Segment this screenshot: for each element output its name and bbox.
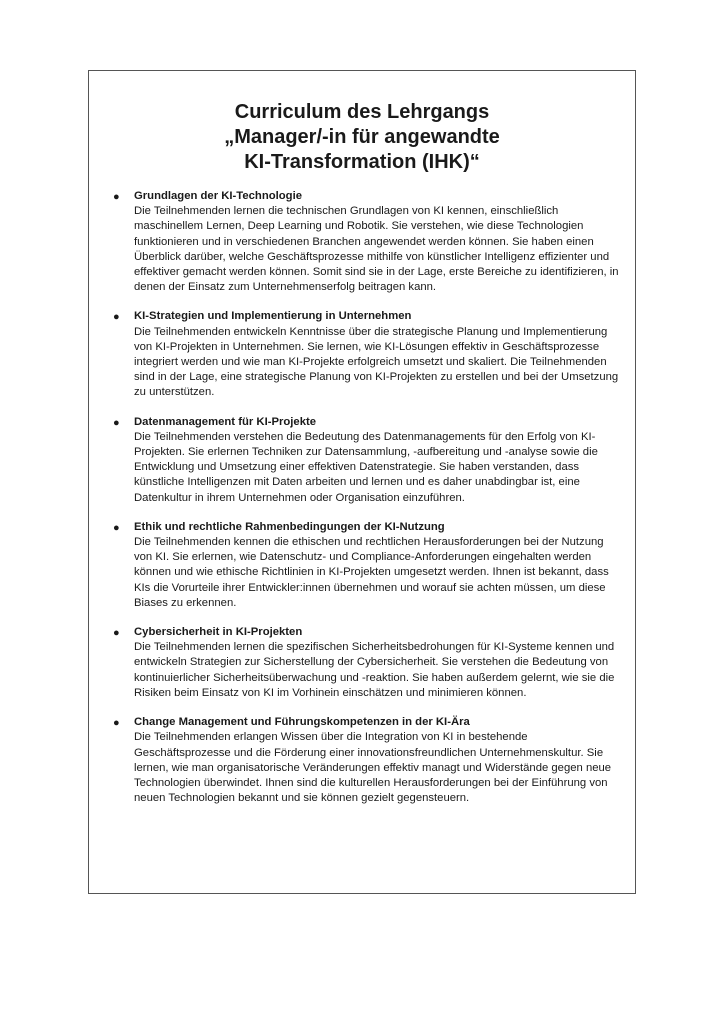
section-ki-strategien [112, 309, 624, 400]
bullet-icon: ● [113, 191, 120, 203]
section-text: Die Teilnehmenden kennen die ethischen und rechtlichen Herausforderungen bei der Nutzung von KI. Sie erlernen, wie Datenschutz- und Compliance-Anforderungen eingehalten werden können und wie ethische Richtlinien in KI-Projekten umgesetzt werden. Ihnen ist bekannt, dass KIs die Vorurteile ihrer Entwickler:innen übernehmen und worauf sie achten müssen, um diese Biases zu erkennen. [134, 536, 609, 609]
section-text: Die Teilnehmenden entwickeln Kenntnisse über die strategische Planung und Implementierung von KI-Projekten in Unternehmen. Sie lernen, wie KI-Lösungen effektiv in Geschäftsprozesse integriert werden und wie man KI-Projekte erfolgreich umsetzt und skaliert. Die Teilnehmenden sind in der Lage, eine strategische Planung von KI-Projekten zu erstellen und bei der Umsetzung zu unterstützen. [134, 325, 619, 399]
curriculum-list [112, 189, 624, 820]
section-heading: Datenmanagement für KI-Projekte [134, 415, 317, 428]
section-heading: Change Management und Führungskompetenzen in der KI-Ära [134, 716, 470, 729]
section-ki-grundlagen [112, 189, 624, 295]
section-text: Die Teilnehmenden erlangen Wissen über die Integration von KI in bestehende Geschäftsprozesse und die Förderung einer innovationsfreundlichen Unternehmenskultur. Sie lernen, wie man organisatorische Veränderungen effektiv managt und Widerstände gegen neue Technologien überwindet. Ihnen sind die kulturellen Herausforderungen bei der Einführung von neuen Technologien bekannt und sie können gezielt gegensteuern. [134, 731, 612, 805]
section-change-management [112, 715, 624, 806]
bullet-icon: ● [113, 416, 120, 429]
section-datenmanagement [112, 415, 624, 506]
bullet-icon: ● [113, 521, 120, 534]
section-ethik-recht [112, 520, 624, 611]
document-title [88, 100, 636, 175]
section-heading: KI-Strategien und Implementierung in Unternehmen [134, 310, 412, 323]
bullet-icon: ● [113, 627, 120, 640]
bullet-icon: ● [113, 311, 120, 324]
section-text: Die Teilnehmenden lernen die spezifischen Sicherheitsbedrohungen für KI-Systeme kennen und entwickeln Strategien zur Sicherstellung der Cybersicherheit. Sie verstehen die Bedeutung von kontinuierlicher Sicherheitsüberwachung und -reaktion. Sie haben außerdem gelernt, wie sie die Risiken beim Einsatz von KI im Vorhinein einschätzen und minimieren können. [134, 641, 615, 699]
section-heading: Grundlagen der KI-Technologie [134, 190, 302, 202]
bullet-icon: ● [113, 717, 120, 730]
section-cybersicherheit [112, 625, 624, 701]
section-text: Die Teilnehmenden lernen die technischen Grundlagen von KI kennen, einschließlich maschinellem Lernen, Deep Learning und Robotik. Sie verstehen, wie diese Technologien funktionieren und in verschiedenen Branchen angewendet werden können. Sie haben einen Überblick darüber, welche Geschäftsprozesse mithilfe von künstlicher Intelligenz effizienter und effektiver gemacht werden können. Somit sind sie in der Lage, erste Bereiche zu identifizieren, in denen der Einsatz zum Unternehmenserfolg beitragen kann. [134, 205, 619, 294]
section-heading: Ethik und rechtliche Rahmenbedingungen der KI-Nutzung [134, 520, 445, 533]
section-heading: Cybersicherheit in KI-Projekten [134, 626, 303, 639]
section-text: Die Teilnehmenden verstehen die Bedeutung des Datenmanagements für den Erfolg von KI-Projekten. Sie erlernen Techniken zur Datensammlung, -aufbereitung und -analyse sowie die Entwicklung und Umsetzung einer effektiven Datenstrategie. Sie haben verstanden, dass künstliche Intelligenzen mit Daten arbeiten und lernen und es daher unabdingbar ist, eine Datenkultur in ihrem Unternehmen oder Organisation einzuführen. [134, 430, 598, 504]
title-line-3: KI-Transformation (IHK)“ [244, 151, 480, 173]
title-line-1: Curriculum des Lehrgangs [234, 101, 490, 123]
title-line-2: „Manager/-in für angewandte [224, 126, 500, 148]
